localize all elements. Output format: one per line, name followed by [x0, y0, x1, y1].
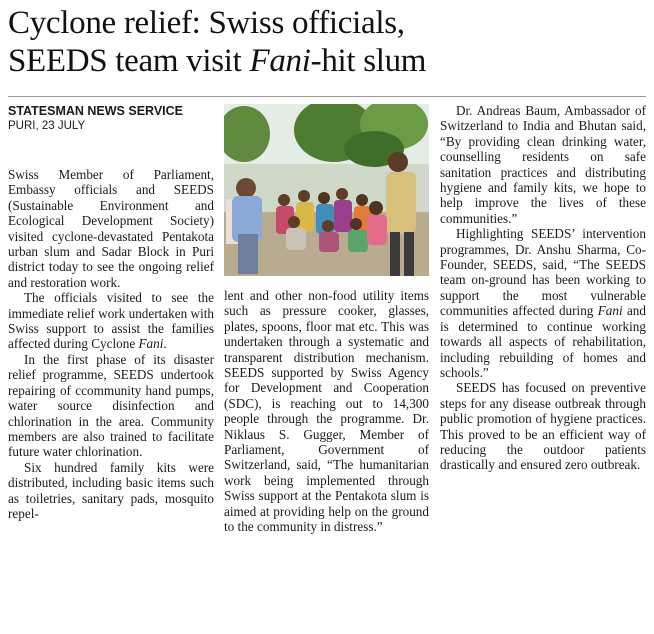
paragraph-text-end: and is determined to continue working towards all aspects of rehabilitation, including rebuilding of homes and schools.”: [440, 303, 646, 380]
dateline: PURI, 23 JULY: [8, 120, 86, 132]
article-column-2: [224, 288, 429, 535]
headline-line-2-italic: Fani: [249, 43, 311, 79]
paragraph: In the first phase of its disaster relief programme, SEEDS undertook repairing of ccommunity hand pumps, water source disinfection and chlorination in the area. Community members are also trained to facilitate future water chlorination.: [8, 351, 214, 460]
paragraph-text: Highlighting SEEDS’ intervention programmes, Dr. Anshu Sharma, Co-Founder, SEEDS, said, “The SEEDS team on-ground has been working to support the most vulnerable communities affected during: [440, 226, 646, 319]
paragraph-italic: Fani: [597, 303, 623, 319]
paragraph: lent and other non-food utility items such as pressure cooker, glasses, plates, spoons, floor mat etc. This was undertaken through a systematic and transparent distribution mechanism. SEEDS supported by Swiss Agency for Development and Cooperation (SDC), is reaching out to 14,300 people through the programme. Dr. Niklaus S. Gugger, Member of Parliament, Government of Switzerland, said, “The humanitarian work being implemented through Swiss support at the Pentakota slum is aimed at providing help on the ground to the community in distress.”: [224, 288, 429, 535]
paragraph: SEEDS has focused on preventive steps for any disease outbreak through public promotion of hygiene practices. This proved to be an efficient way of reducing the outdoor patients drastically and ensured zero outbreak.: [440, 380, 646, 473]
news-source: STATESMAN NEWS SERVICE: [8, 104, 184, 118]
byline: [8, 104, 208, 134]
headline: [8, 4, 648, 80]
paragraph: Swiss Member of Parliament, Embassy officials and SEEDS (Sustainable Environment and Ecological Development Society) visited cyclone-devastated Pentakota urban slum and Sadar Block in Puri district today to see the ongoing relief and restoration work.: [8, 167, 214, 290]
paragraph-text-end: .: [163, 336, 167, 352]
paragraph: Dr. Andreas Baum, Ambassador of Switzerland to India and Bhutan said, “By providing clean drinking water, counselling residents on safe sanitation practices and distributing hygiene and family kits, we hope to help improve the lives of these communities.”: [440, 103, 646, 226]
photo-slum-visit: [224, 104, 429, 276]
paragraph-italic: Fani: [138, 336, 164, 352]
headline-divider: [8, 96, 646, 97]
paragraph: [440, 226, 646, 380]
headline-line-2: [8, 42, 648, 80]
article-photo: [224, 104, 429, 276]
paragraph: [8, 290, 214, 352]
headline-line-2-end: -hit slum: [310, 43, 427, 79]
headline-line-2-start: SEEDS team visit: [8, 43, 250, 79]
article-column-1: [8, 167, 214, 521]
paragraph: Six hundred family kits were distributed, including basic items such as toiletries, sanitary pads, mosquito repel-: [8, 459, 214, 521]
article-column-3: [440, 103, 646, 473]
paragraph-text: The officials visited to see the immediate relief work undertaken with Swiss support to assist the families affected during Cyclone: [8, 290, 214, 352]
headline-line-1: Cyclone relief: Swiss officials,: [8, 5, 405, 41]
